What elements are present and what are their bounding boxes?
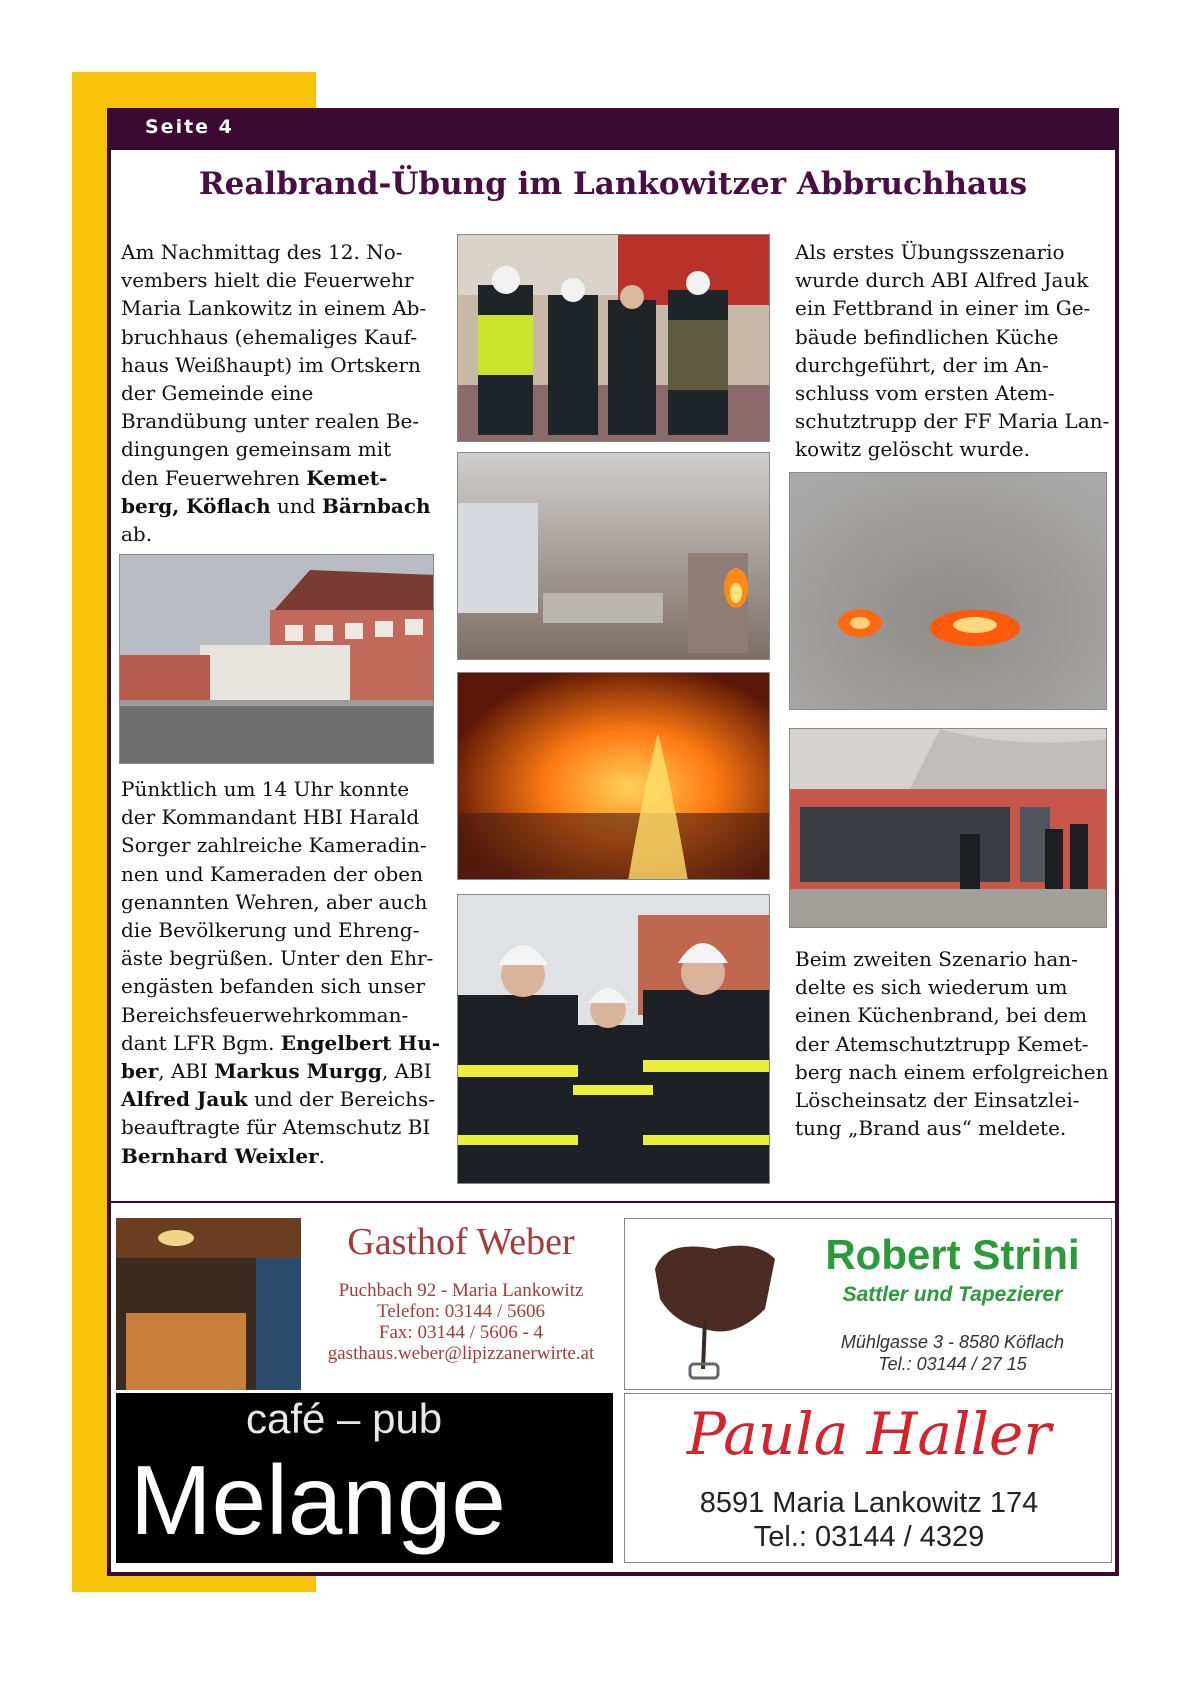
header-strip (107, 108, 1119, 150)
ad-robert-strini[interactable] (624, 1218, 1112, 1390)
scenario2-paragraph: Beim zweiten Szenario han-delte es sich wiederum um einen Küchenbrand, bei dem der Atemschutztrupp Kemet-berg nach einem erfolgreichen Löscheinsatz der Einsatzlei-tung „Brand aus“ meldete. (795, 947, 1109, 1141)
intro-text: Am Nachmittag des 12. No-vembers hielt die Feuerwehr Maria Lankowitz in einem Ab-bruchhaus (ehemaliges Kauf-haus Weißhaupt) im Ortskern der Gemeinde eine Brandübung unter realen Be-dingungen gemeinsam mit den Feuerwehren (121, 240, 427, 490)
name-bernhard-weixler: Bernhard Weixler (121, 1143, 319, 1168)
building-illustration (120, 555, 434, 764)
haller-address: 8591 Maria Lankowitz 174 (699, 1487, 1039, 1519)
melange-tagline: café – pub (246, 1395, 443, 1442)
greeting-text-2: , ABI (158, 1059, 215, 1084)
photo-fire-in-smoke (789, 472, 1107, 710)
storefront-illustration (790, 729, 1107, 928)
gasthof-address: Puchbach 92 - Maria Lankowitz (338, 1280, 584, 1301)
name-markus-murgg: Markus Murgg (214, 1059, 382, 1084)
gasthof-interior-photo (116, 1218, 301, 1390)
scenario1-paragraph: Als erstes Übungsszenario wurde durch ABI Alfred Jauk ein Fettbrand in einer im Ge-bäude befindlichen Küche durchgeführt, der im An-schluss vom ersten Atem-schutztrupp der FF Maria Lan-kowitz gelöscht wurde. (795, 240, 1110, 462)
greeting-text-1: Pünktlich um 14 Uhr konnte der Kommandant HBI Harald Sorger zahlreiche Kameradin-nen und Kameraden der oben genannten Wehren, aber auch die Bevölkerung und Ehreng-äste begrüßen. Unter den Ehr-engästen befanden sich unser Bereichsfeuerwehrkomman-dant LFR Bgm. (121, 777, 434, 1055)
ad-separator (111, 1201, 1115, 1203)
ad-cafe-melange[interactable] (116, 1393, 613, 1563)
page-number: Seite 4 (145, 116, 234, 138)
strini-name: Robert Strini (825, 1231, 1080, 1278)
strini-trade: Sattler und Tapezierer (842, 1283, 1063, 1306)
intro-text-and: und (270, 493, 322, 518)
gasthof-weber-contact (311, 1280, 611, 1364)
strini-contact (800, 1331, 1105, 1375)
photo-firefighters-group (457, 894, 770, 1184)
haller-name: Paula Haller (686, 1400, 1052, 1468)
photo-flashover (457, 672, 770, 880)
saddle-icon (645, 1229, 785, 1384)
haller-contact (625, 1486, 1112, 1554)
ad-gasthof-weber[interactable] (116, 1218, 613, 1390)
photo-firefighters-crowd (457, 234, 770, 442)
gasthof-weber-name: Gasthof Weber (347, 1221, 575, 1263)
haller-phone: Tel.: 03144 / 4329 (753, 1521, 985, 1553)
melange-name: Melange (130, 1445, 506, 1555)
smoky-room-illustration (458, 453, 770, 660)
intro-bold-baernbach: Bärnbach (321, 493, 431, 518)
strini-address: Mühlgasse 3 - 8580 Köflach (840, 1332, 1065, 1352)
ad-paula-haller[interactable] (624, 1393, 1112, 1563)
crowd-illustration (458, 235, 770, 442)
greeting-text-4: und der Bereichs-beauftragte für Atemschutz BI (121, 1087, 436, 1140)
greeting-text-end: . (318, 1143, 325, 1168)
gasthof-email[interactable]: gasthaus.weber@lipizzanerwirte.at (327, 1343, 595, 1364)
intro-text-end: ab. (121, 522, 153, 547)
photo-building (119, 554, 434, 764)
strini-phone: Tel.: 03144 / 27 15 (878, 1354, 1027, 1374)
photo-storefront-smoke (789, 728, 1107, 928)
greeting-text-3: , ABI (381, 1059, 432, 1084)
flashover-illustration (458, 673, 770, 880)
gasthof-fax: Fax: 03144 / 5606 - 4 (378, 1322, 544, 1343)
greeting-paragraph (121, 775, 441, 1170)
photo-smoky-room (457, 452, 770, 660)
intro-paragraph (121, 238, 431, 548)
name-engelbert-huber: Engelbert Hu-ber (121, 1030, 441, 1084)
name-alfred-jauk: Alfred Jauk (121, 1087, 248, 1112)
article-title: Realbrand-Übung im Lankowitzer Abbruchhaus (198, 166, 1028, 202)
fire-in-smoke-illustration (790, 473, 1107, 710)
firefighters-group-illustration (458, 895, 770, 1184)
intro-bold-kemetberg: Kemet-berg, Köflach (121, 465, 388, 518)
gasthof-phone: Telefon: 03144 / 5606 (376, 1301, 546, 1322)
